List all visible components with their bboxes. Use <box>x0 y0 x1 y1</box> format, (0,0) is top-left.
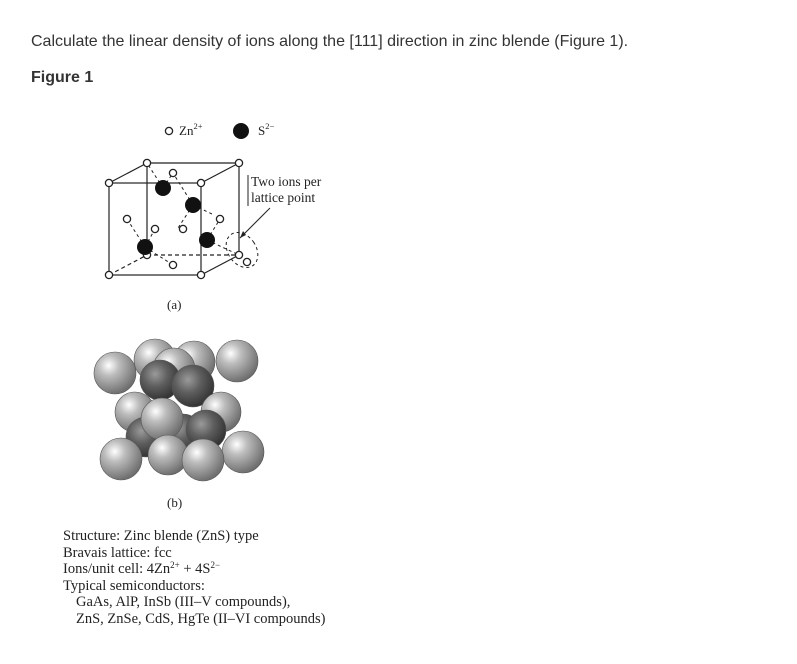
legend-zn-label: $Zn^{2+}$ <box>179 121 203 138</box>
annotation-line2: lattice point <box>251 190 316 205</box>
legend <box>165 121 274 139</box>
question-text: Calculate the linear density of ions along the [111] direction in zinc blende (Figure 1). <box>31 33 629 50</box>
s-ions <box>137 180 215 255</box>
figure-title: Figure 1 <box>31 69 94 86</box>
zn-legend-icon <box>165 127 172 134</box>
caption-b: (b) <box>167 495 183 510</box>
caption-a: (a) <box>167 297 182 312</box>
semiconductors-line2: ZnS, ZnSe, CdS, HgTe (II–VI compounds) <box>76 610 326 627</box>
annotation-arrowhead <box>240 231 246 238</box>
structure-line: Structure: Zinc blende (ZnS) type <box>63 528 259 544</box>
legend-s-label: $S^{2-}$ <box>258 121 275 138</box>
ions-line: Ions/unit cell: $4Zn^{2+} + 4S^{2-}$ <box>63 560 221 577</box>
semiconductors-line1: GaAs, AlP, InSb (III–V compounds), <box>76 594 291 610</box>
semiconductors-heading: Typical semiconductors: <box>63 577 205 594</box>
bravais-line: Bravais lattice: fcc <box>63 544 172 561</box>
s-legend-icon <box>233 123 249 139</box>
space-filling-model <box>94 339 264 481</box>
structure-info <box>63 528 326 627</box>
annotation-line1: Two ions per <box>251 174 322 189</box>
